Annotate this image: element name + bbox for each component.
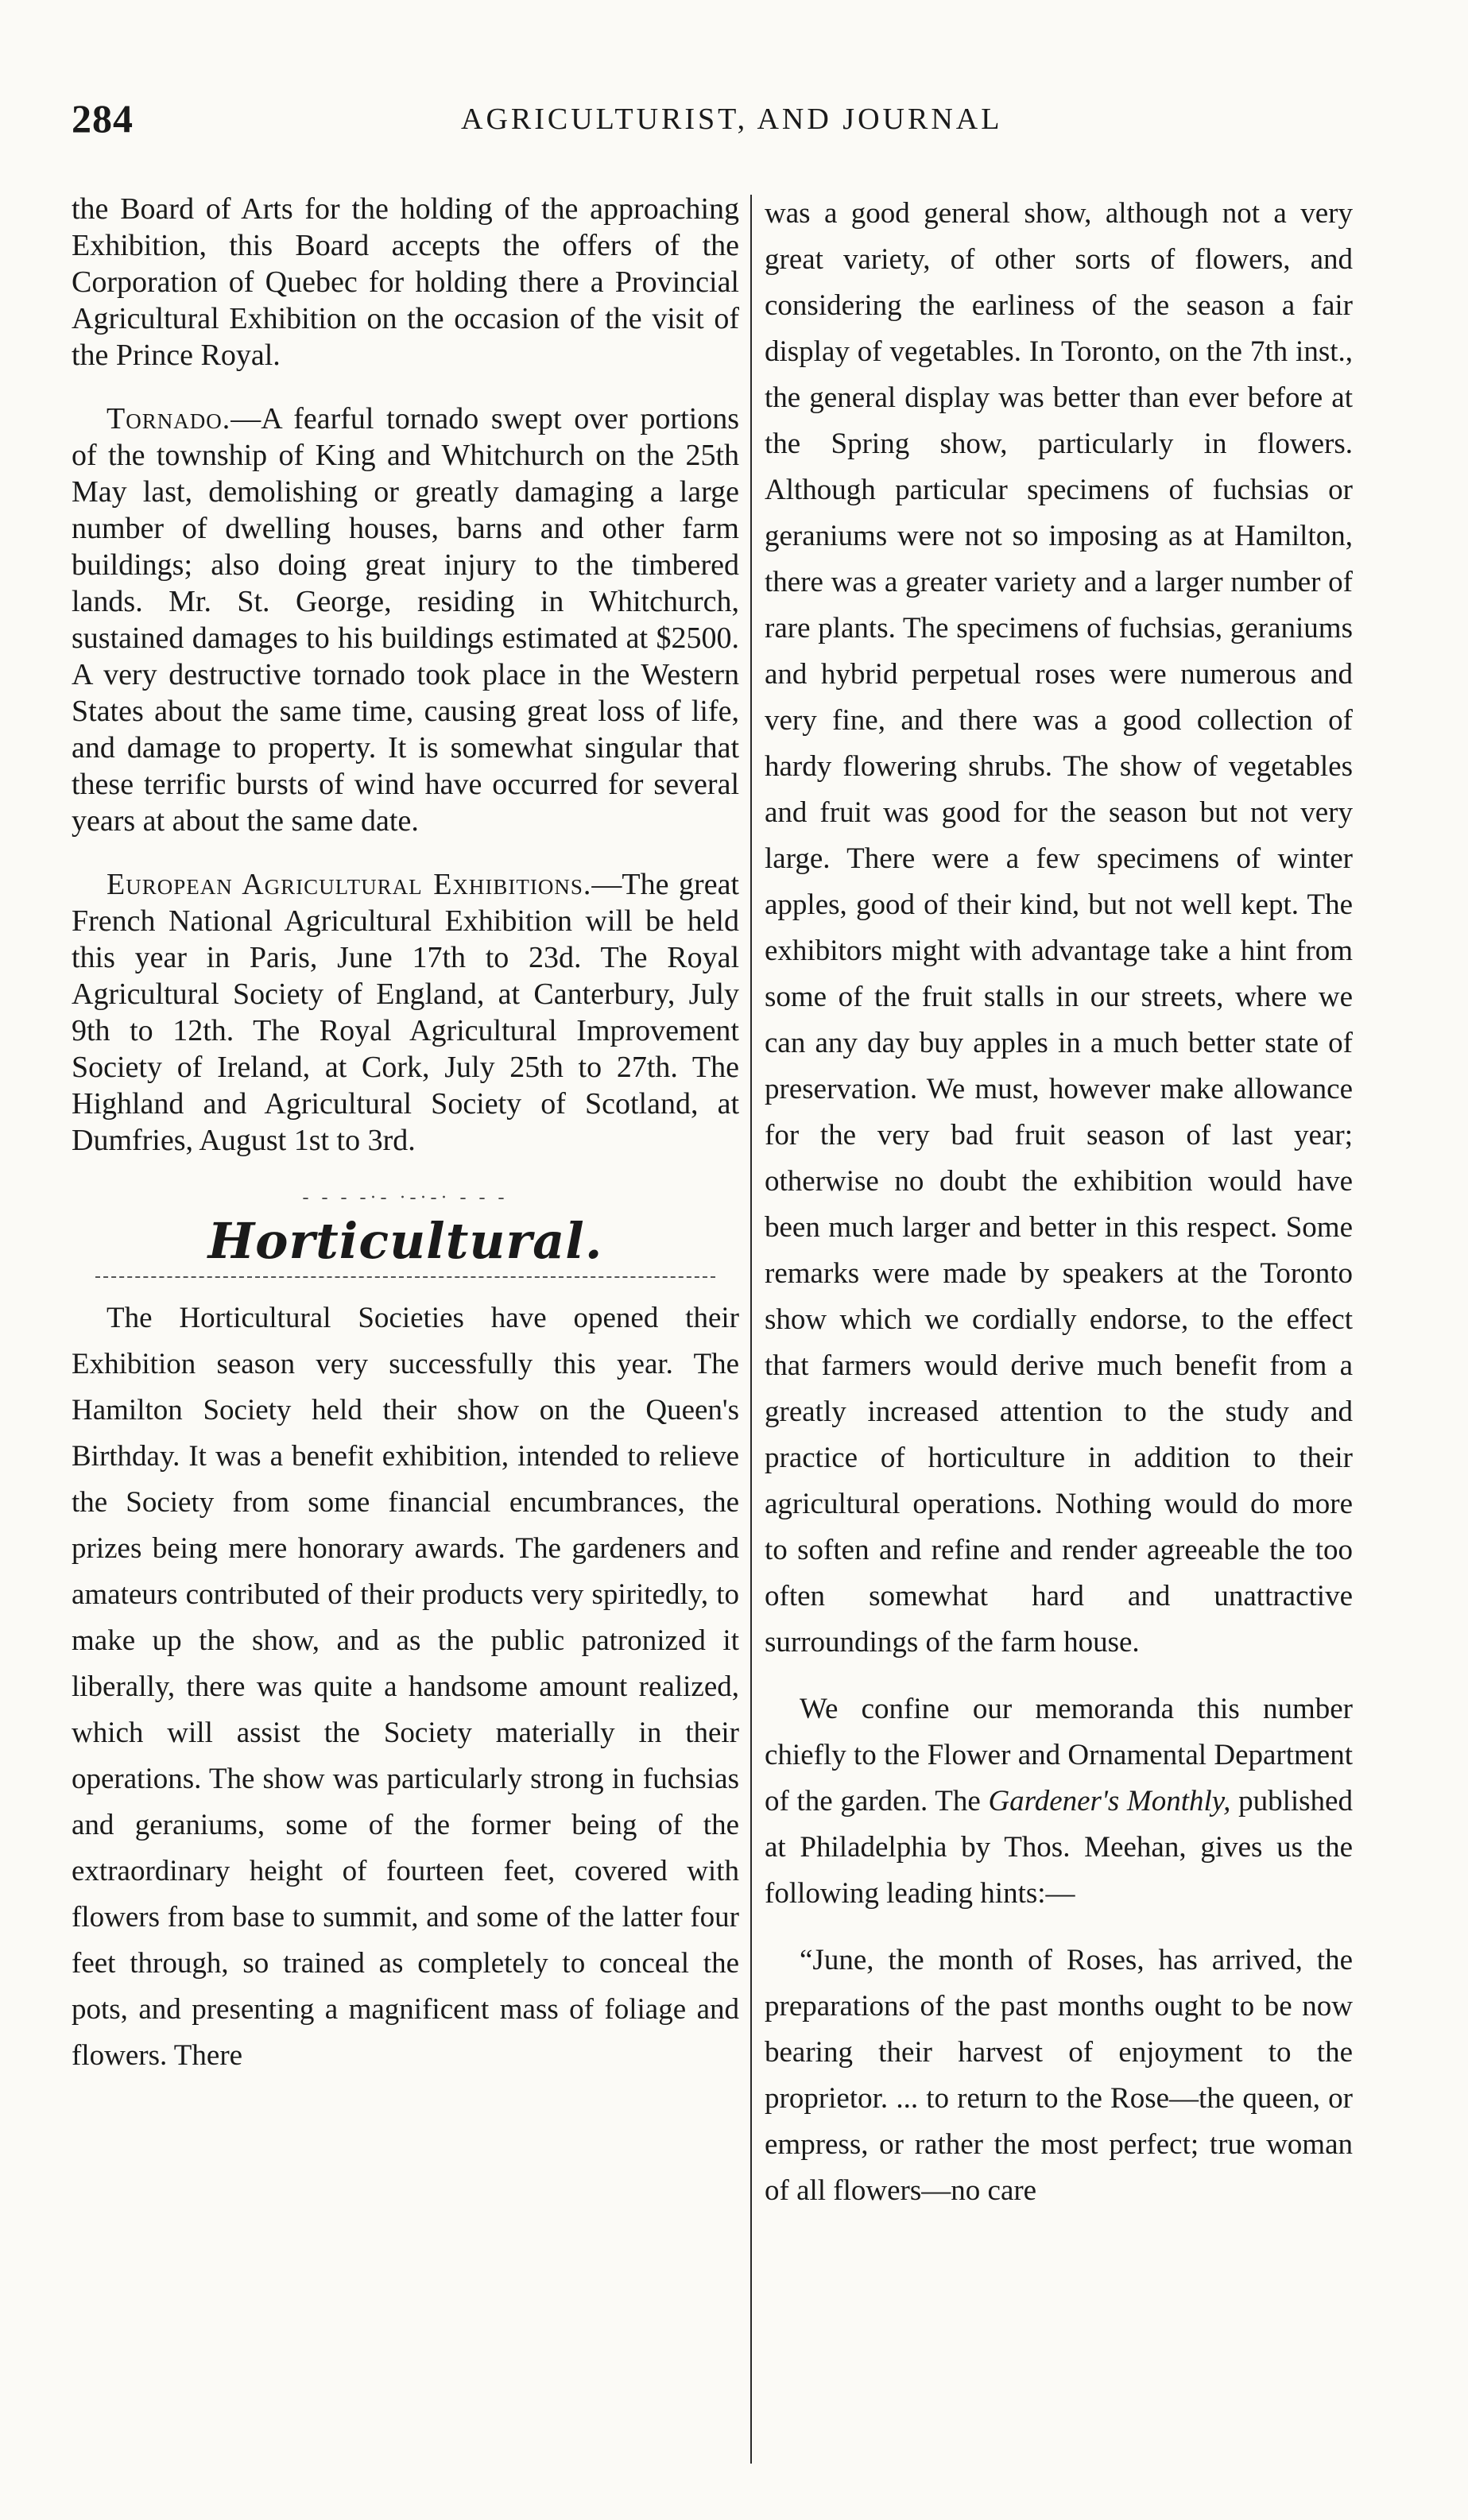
right-column <box>765 191 1353 2464</box>
tornado-run-in: Tornado. <box>107 402 231 435</box>
column-rule <box>750 195 752 2464</box>
horticultural-heading-block <box>72 1186 739 1278</box>
ornament-rule: - - - -·- ·-·-· - - - <box>302 1187 509 1208</box>
running-title: AGRICULTURIST, AND JOURNAL <box>461 103 1003 136</box>
heading-divider <box>95 1276 715 1278</box>
page-header <box>72 95 1391 151</box>
gardeners-monthly-title: Gardener's Monthly, <box>988 1785 1231 1817</box>
exhibition-report-paragraph: was a good general show, although not a very great variety, of other sorts of flowers, and considering the earliness of the season a fair display of vegetables. In Toronto, on the 7th inst., the general display was better than ever before at the Spring show, particularly in flowers. Although particular specimens of fuchsias or geraniums were not so imposing as at Hamilton, there was a greater variety and a larger number of rare plants. The specimens of fuchsias, geraniums and hybrid perpetual roses were numerous and very fine, and there was a good collection of hardy flowering shrubs. The show of vegetables and fruit was good for the season but not very large. There were a few specimens of winter apples, good of their kind, but not well kept. The exhibitors might with advantage take a hint from some of the fruit stalls in our streets, where we can any day buy apples in a much better state of preservation. We must, however make allowance for the very bad fruit season of last year; otherwise no doubt the exhibition would have been much larger and better in this respect. Some remarks were made by speakers at the Toronto show which we cordially endorse, to the effect that farmers would derive much benefit from a greatly increased attention to the study and practice of horticulture in addition to their agricultural operations. Nothing would do more to soften and refine and render agreeable the too often somewhat hard and unattractive surroundings of the farm house. <box>765 197 1353 1659</box>
european-run-in: European Agricultural Exhibitions. <box>107 868 592 901</box>
memoranda-paragraph <box>765 1686 1353 1917</box>
board-of-arts-paragraph: the Board of Arts for the holding of the approaching Exhibition, this Board accepts the offers of the Corporation of Quebec for holding there a Provincial Agricultural Exhibition on the occasion of the visit of the Prince Royal. <box>72 192 739 372</box>
page-number: 284 <box>72 96 134 141</box>
european-text: —The great French National Agricultural Exhibition will be held this year in Paris, June 17th to 23d. The Royal Agricultural Society of England, at Canterbury, July 9th to 12th. The Royal Agricultural Improvement Society of Ireland, at Cork, July 25th to 27th. The Highland and Agricultural Society of Scotland, at Dumfries, August 1st to 3rd. <box>72 868 739 1157</box>
european-exhibitions-article <box>72 866 739 1159</box>
memoranda-text-before: We confine our memoranda this number chiefly to the Flower and Ornamental Department of the garden. The <box>765 1693 1353 1817</box>
left-column <box>72 191 739 2464</box>
tornado-article <box>72 401 739 839</box>
tornado-text: —A fearful tornado swept over portions of the township of King and Whitchurch on the 25th May last, demolishing or greatly damaging a large number of dwelling houses, barns and other farm buildings; also doing great injury to the timbered lands. Mr. St. George, residing in Whitchurch, sustained damages to his buildings estimated at $2500. A very destructive tornado took place in the Western States about the same time, causing great loss of life, and damage to property. It is somewhat singular that these terrific bursts of wind have occurred for several years at about the same date. <box>72 402 739 838</box>
horticultural-paragraph: The Horticultural Societies have opened their Exhibition season very successfully this year. The Hamilton Society held their show on the Queen's Birthday. It was a benefit exhibition, intended to relieve the Society from some financial encumbrances, the prizes being mere honorary awards. The gardeners and amateurs contributed of their products very spiritedly, to make up the show, and as the public patronized it liberally, there was quite a handsome amount realized, which will assist the Society materially in their operations. The show was particularly strong in fuchsias and geraniums, some of the former being of the extraordinary height of fourteen feet, covered with flowers from base to summit, and some of the latter four feet through, so trained as completely to conceal the pots, and presenting a magnificent mass of foliage and flowers. There <box>72 1302 739 2072</box>
june-roses-quote: “June, the month of Roses, has arrived, the preparations of the past months ought to be now bearing their harvest of enjoyment to the proprietor. ... to return to the Rose—the queen, or empress, or rather the most perfect; true woman of all flowers—no care <box>765 1944 1353 2207</box>
memoranda-text-after: published at Philadelphia by Thos. Meehan, gives us the following leading hints:— <box>765 1785 1353 1910</box>
section-heading: Horticultural. <box>207 1212 603 1270</box>
